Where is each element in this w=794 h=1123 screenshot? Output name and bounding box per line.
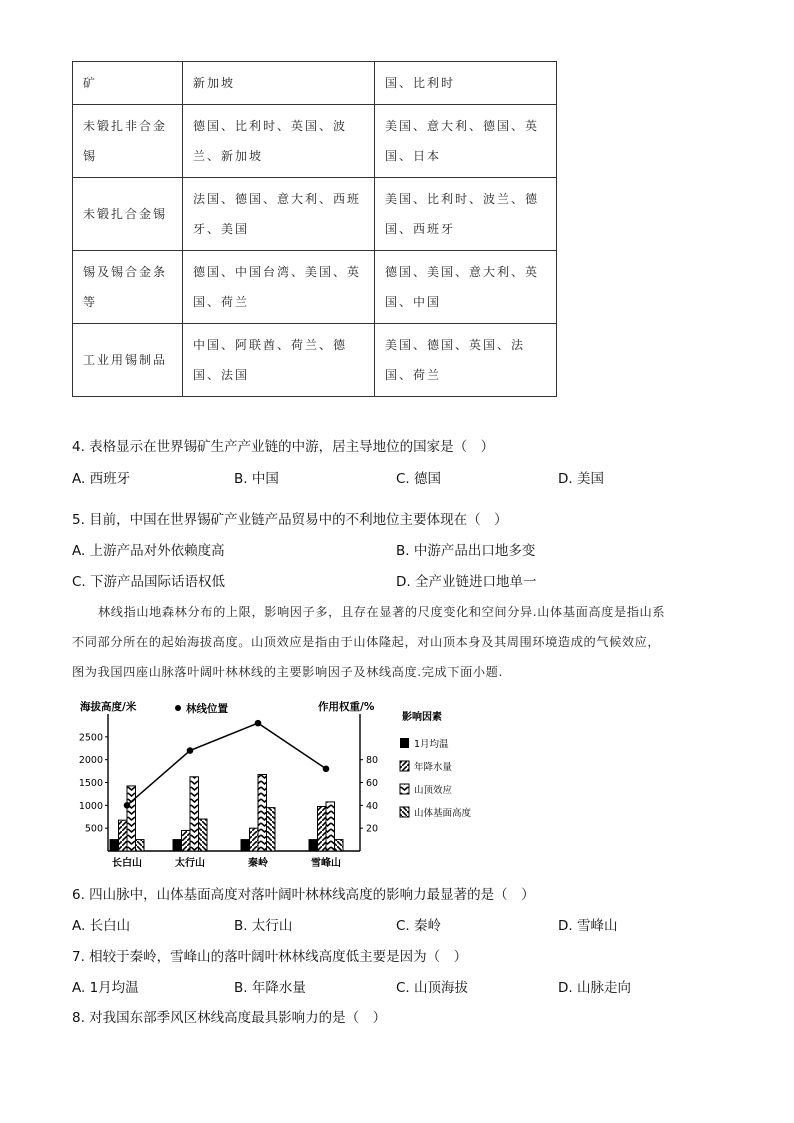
left-tick-label: 1000 <box>78 800 103 812</box>
option-a[interactable]: A. 西班牙 <box>72 471 131 487</box>
option-d[interactable]: D. 雪峰山 <box>558 918 618 934</box>
legend-title: 影响因素 <box>402 712 442 723</box>
option-b[interactable]: B. 年降水量 <box>234 980 306 996</box>
table-cell: 工业用锡制品 <box>73 324 183 397</box>
legend-swatch-rain <box>400 761 409 771</box>
option-c[interactable]: C. 下游产品国际话语权低 <box>72 574 226 590</box>
right-axis-label: 作用权重/% <box>318 701 375 713</box>
bar <box>241 840 250 851</box>
option-b[interactable]: B. 中国 <box>234 471 279 487</box>
legend-item: 山顶效应 <box>414 785 453 796</box>
option-c[interactable]: C. 山顶海拔 <box>396 980 469 996</box>
table-row <box>73 251 557 324</box>
bar <box>173 840 182 851</box>
left-axis-label: 海拔高度/米 <box>80 701 137 713</box>
bar <box>258 775 267 851</box>
bar <box>335 840 344 851</box>
category-label: 秦岭 <box>248 858 268 869</box>
option-a[interactable]: A. 长白山 <box>72 918 131 934</box>
legend-item: 年降水量 <box>414 762 453 773</box>
passage <box>72 597 732 687</box>
bar <box>326 802 335 851</box>
table-row <box>73 62 557 105</box>
treeline-point <box>124 802 131 809</box>
question-7: 7. 相较于秦岭，雪峰山的落叶阔叶林林线高度低主要是因为（ ） <box>72 949 468 965</box>
option-d[interactable]: D. 美国 <box>558 471 604 487</box>
table-cell: 美国、比利时、波兰、德国、西班牙 <box>375 178 557 251</box>
right-tick-label: 40 <box>366 800 379 812</box>
treeline-series-line <box>127 723 326 805</box>
table-cell: 未锻扎合金锡 <box>73 178 183 251</box>
option-c[interactable]: C. 秦岭 <box>396 918 442 934</box>
bar <box>318 806 327 851</box>
option-c[interactable]: C. 德国 <box>396 471 442 487</box>
left-tick-label: 2500 <box>78 732 103 744</box>
left-tick-label: 1500 <box>78 778 103 789</box>
table-cell: 锡及锡合金条等 <box>73 251 183 324</box>
passage-line: 图为我国四座山脉落叶阔叶林林线的主要影响因子及林线高度.完成下面小题. <box>72 665 503 679</box>
bar <box>309 840 318 851</box>
category-label: 长白山 <box>112 858 142 869</box>
table-row <box>73 105 557 178</box>
category-label: 雪峰山 <box>311 858 341 869</box>
option-a[interactable]: A. 上游产品对外依赖度高 <box>72 543 225 559</box>
option-d[interactable]: D. 山脉走向 <box>558 980 631 996</box>
legend-item: 山体基面高度 <box>414 808 472 819</box>
table-cell: 德国、中国台湾、美国、英国、荷兰 <box>183 251 375 324</box>
bar <box>136 840 145 851</box>
legend-swatch-temp <box>400 738 409 748</box>
passage-line: 不同部分所在的起始海拔高度。山顶效应是指由于山体隆起，对山顶本身及其周围环境造成的气候效应， <box>72 635 661 649</box>
option-b[interactable]: B. 中游产品出口地多变 <box>396 543 536 559</box>
category-label: 太行山 <box>175 858 205 869</box>
legend-line-marker <box>175 705 181 711</box>
left-tick-label: 500 <box>84 823 103 835</box>
tin-trade-table <box>72 61 557 397</box>
table-cell: 美国、德国、英国、法国、荷兰 <box>375 324 557 397</box>
legend-item: 1月均温 <box>414 739 449 750</box>
right-tick-label: 80 <box>366 755 379 767</box>
table-row <box>73 178 557 251</box>
question-6: 6. 四山脉中，山体基面高度对落叶阔叶林林线高度的影响力最显著的是（ ） <box>72 887 535 903</box>
bar <box>182 830 191 851</box>
table-cell: 新加坡 <box>183 62 375 105</box>
table-row <box>73 324 557 397</box>
left-tick-label: 2000 <box>78 755 103 767</box>
table-cell: 中国、阿联酋、荷兰、德国、法国 <box>183 324 375 397</box>
bar <box>250 828 259 851</box>
bar <box>267 808 276 851</box>
legend-line-label: 林线位置 <box>186 703 228 715</box>
bar <box>127 786 136 851</box>
table-cell: 法国、德国、意大利、西班牙、美国 <box>183 178 375 251</box>
table-cell: 德国、美国、意大利、英国、中国 <box>375 251 557 324</box>
bar <box>119 820 128 851</box>
treeline-point <box>255 720 262 727</box>
bar <box>199 819 208 851</box>
treeline-point <box>187 747 194 754</box>
bar <box>110 840 119 851</box>
table-cell: 德国、比利时、英国、波兰、新加坡 <box>183 105 375 178</box>
table-cell: 未锻扎非合金锡 <box>73 105 183 178</box>
question-4: 4. 表格显示在世界锡矿生产产业链的中游，居主导地位的国家是（ ） <box>72 439 495 455</box>
passage-line: 林线指山地森林分布的上限，影响因子多，且存在显著的尺度变化和空间分异.山体基面高度是指山系 <box>98 605 666 619</box>
option-b[interactable]: B. 太行山 <box>234 918 293 934</box>
treeline-point <box>323 766 330 773</box>
table-cell: 矿 <box>73 62 183 105</box>
treeline-chart <box>72 696 492 874</box>
option-d[interactable]: D. 全产业链进口地单一 <box>396 574 537 590</box>
question-5: 5. 目前，中国在世界锡矿产业链产品贸易中的不利地位主要体现在（ ） <box>72 512 508 528</box>
bar <box>190 777 199 851</box>
right-tick-label: 20 <box>366 823 379 835</box>
table-cell: 国、比利时 <box>375 62 557 105</box>
table-cell: 美国、意大利、德国、英国、日本 <box>375 105 557 178</box>
question-8: 8. 对我国东部季风区林线高度最具影响力的是（ ） <box>72 1010 387 1026</box>
option-a[interactable]: A. 1月均温 <box>72 980 139 996</box>
right-tick-label: 60 <box>366 778 379 789</box>
legend-swatch-base <box>400 807 409 817</box>
legend-swatch-peak <box>400 784 409 794</box>
